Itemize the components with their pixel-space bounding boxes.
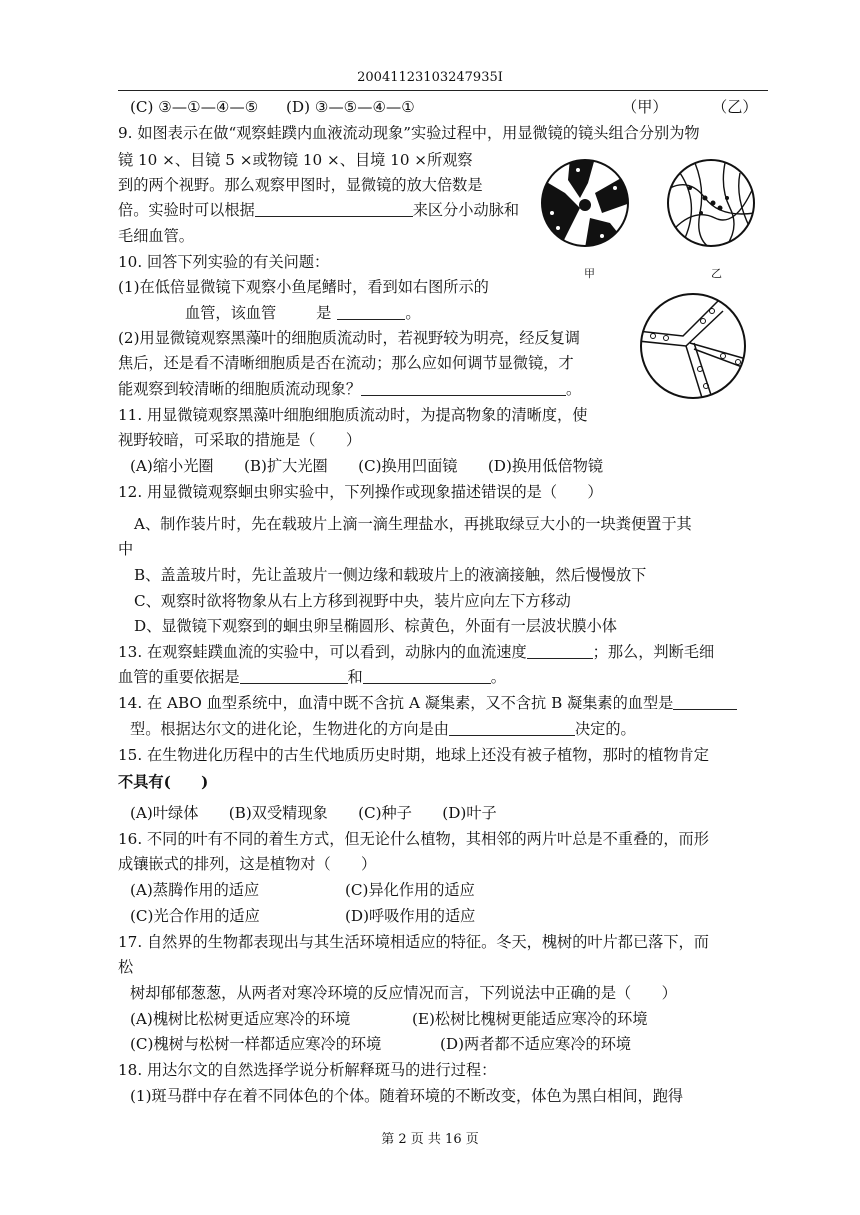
option-a: (A)蒸腾作用的适应 [130,881,260,899]
answer-blank[interactable] [673,694,737,710]
text-line: 视野较暗，可采取的措施是（ ） [118,431,361,449]
question-16: 16. 不同的叶有不同的着生方式，但无论什么植物，其相邻的两片叶总是不重叠的，而形 [118,830,709,848]
figure-yi [665,158,757,248]
option-c: C、观察时欲将物象从右上方移到视野中央，装片应向左下方移动 [134,592,571,610]
label-jia-top: （甲） [622,98,668,116]
text-line: 不具有( ) [118,773,209,791]
option-d: (D)呼吸作用的适应 [345,907,476,925]
option-c: (C)槐树与松树一样都适应寒冷的环境 [130,1035,382,1053]
answer-blank[interactable] [449,720,575,736]
question-17: 17. 自然界的生物都表现出与其生活环境相适应的特征。冬天，槐树的叶片都已落下，而 [118,933,709,951]
text-line: 和 [347,668,363,686]
text-line: 到的两个视野。那么观察甲图时，显微镜的放大倍数是 [118,176,483,194]
option-c: (C)光合作用的适应 [130,907,260,925]
label-yi-top: （乙） [712,98,758,116]
figure-capillary [628,291,758,401]
text-line: 树却郁郁葱葱，从两者对寒冷环境的反应情况而言，下列说法中正确的是（ ） [130,984,677,1002]
options-line: (A)缩小光圈 (B)扩大光圈 (C)换用凹面镜 (D)换用低倍物镜 [130,457,604,475]
text-line: 。 [566,380,582,398]
text-line: 血管，该血管 [185,304,277,322]
option-c-line1: (C) ③—①—④—⑤ [130,98,259,116]
text-line: 镜 10 ×、目镜 5 ×或物镜 10 ×、目境 10 ×所观察 [118,151,473,169]
text-line: 血管的重要依据是 [118,668,240,686]
text-line: (1)斑马群中存在着不同体色的个体。随着环境的不断改变，体色为黑白相间，跑得 [130,1087,684,1105]
question-9: 9. 如图表示在做“观察蛙蹼内血液流动现象”实验过程中，用显微镜的镜头组合分别为物 [118,124,700,142]
answer-blank[interactable] [361,380,566,396]
text-line: 。 [405,304,421,322]
text-line: (1)在低倍显微镜下观察小鱼尾鳍时，看到如右图所示的 [118,278,489,296]
page-header: 20041123103247935I [357,70,503,85]
text-line: 毛细血管。 [118,227,194,245]
figure-jia-label: 甲 [584,267,595,280]
option-d-line1: (D) ③—⑤—④—① [285,98,415,116]
option-d: (D)两者都不适应寒冷的环境 [440,1035,632,1053]
text-line: 是 [316,304,332,322]
answer-blank[interactable] [337,304,405,320]
options-line: (A)叶绿体 (B)双受精现象 (C)种子 (D)叶子 [130,804,497,822]
text-line: 型。根据达尔文的进化论，生物进化的方向是由 [130,720,449,738]
option-a: (A)槐树比松树更适应寒冷的环境 [130,1010,351,1028]
text-line: (2)用显微镜观察黑藻叶的细胞质流动时，若视野较为明亮，经反复调 [118,329,580,347]
question-18: 18. 用达尔文的自然选择学说分析解释斑马的进行过程： [118,1061,497,1079]
option-b: B、盖盖玻片时，先让盖玻片一侧边缘和载玻片上的液滴接触，然后慢慢放下 [134,566,647,584]
figure-jia [540,158,630,248]
text-line: ；那么，判断毛细 [592,643,715,661]
text-line: 中 [118,540,134,558]
answer-blank[interactable] [527,643,593,659]
text-line: 决定的。 [574,720,636,738]
question-12: 12. 用显微镜观察蛔虫卵实验中，下列操作或现象描述错误的是（ ） [118,483,603,501]
question-10: 10. 回答下列实验的有关问题： [118,253,330,271]
page-footer: 第 2 页 共 16 页 [381,1132,479,1147]
text-line: 。 [490,668,506,686]
text-line: 松 [118,958,134,976]
option-a: A、制作装片时，先在载玻片上滴一滴生理盐水，再挑取绿豆大小的一块粪便置于其 [134,515,692,533]
text-line: 能观察到较清晰的细胞质流动现象？ [118,380,361,398]
option-e: (E)松树比槐树更能适应寒冷的环境 [412,1010,648,1028]
text-line: 焦后，还是看不清晰细胞质是否在流动；那么应如何调节显微镜，才 [118,354,574,372]
answer-blank[interactable] [255,201,413,217]
option-c: (C)异化作用的适应 [345,881,475,899]
question-11: 11. 用显微镜观察黑藻叶细胞细胞质流动时，为提高物象的清晰度，使 [118,406,588,424]
question-14: 14. 在 ABO 血型系统中，血清中既不含抗 A 凝集素，又不含抗 B 凝集素的血型是 [118,694,674,712]
question-15: 15. 在生物进化历程中的古生代地质历史时期，地球上还没有被子植物，那时的植物肯定 [118,746,709,764]
header-rule [118,90,768,91]
text-line: 成镶嵌式的排列，这是植物对（ ） [118,855,377,873]
text-line: 来区分小动脉和 [412,201,519,219]
answer-blank[interactable] [240,668,348,684]
figure-yi-label: 乙 [711,267,722,280]
answer-blank[interactable] [363,668,491,684]
option-d: D、显微镜下观察到的蛔虫卵呈椭圆形、棕黄色，外面有一层波状膜小体 [134,617,617,635]
text-line: 倍。实验时可以根据 [118,201,255,219]
question-13: 13. 在观察蛙蹼血流的实验中，可以看到，动脉内的血流速度 [118,643,527,661]
